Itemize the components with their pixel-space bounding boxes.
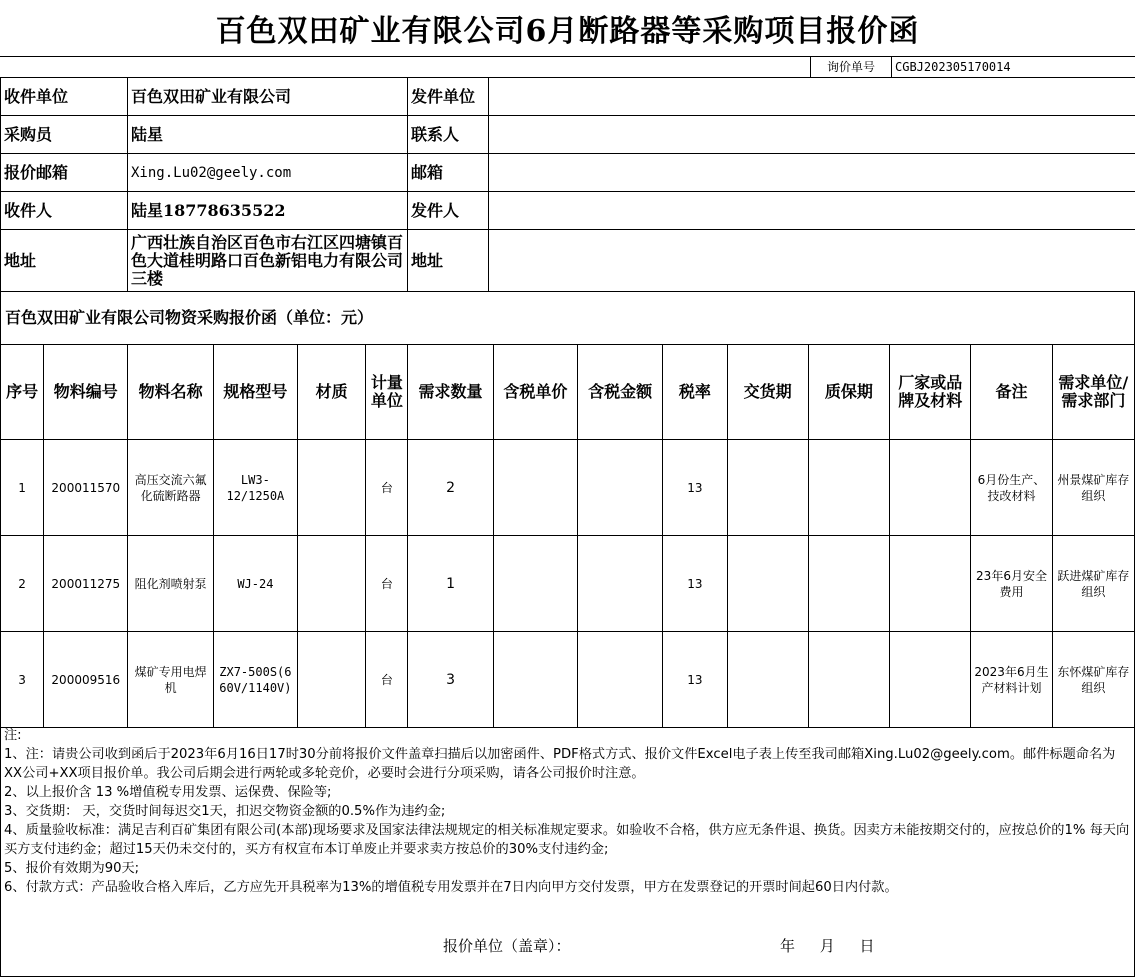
header-cell: 税率 [663, 345, 727, 440]
inquiry-row [0, 57, 1135, 77]
row-qty: 2 [408, 440, 493, 536]
row-code: 200011570 [44, 440, 128, 536]
row-qty: 1 [408, 536, 493, 632]
row-name: 高压交流六氟化硫断路器 [128, 440, 213, 536]
row-amount[interactable] [578, 632, 663, 728]
mail-label: 邮箱 [408, 154, 489, 192]
sender-unit-label: 发件单位 [408, 78, 489, 116]
row-delivery[interactable] [727, 440, 808, 536]
address-value: 广西壮族自治区百色市右江区四塘镇百色大道桂明路口百色新铝电力有限公司三楼 [128, 230, 408, 292]
row-brand[interactable] [890, 440, 971, 536]
row-brand[interactable] [890, 632, 971, 728]
items-table [0, 344, 1135, 728]
row-price[interactable] [493, 440, 577, 536]
row-amount[interactable] [578, 440, 663, 536]
address2-label: 地址 [408, 230, 489, 292]
sign-date: 年 月 日 [780, 937, 875, 955]
row-no: 1 [1, 440, 44, 536]
note-heading: 注: [4, 728, 22, 743]
quoting-unit-seal-label: 报价单位（盖章）： [443, 937, 571, 955]
row-no: 2 [1, 536, 44, 632]
sender-label: 发件人 [408, 192, 489, 230]
sender-unit-value [489, 78, 1135, 116]
buyer-label: 采购员 [1, 116, 128, 154]
address-label: 地址 [1, 230, 128, 292]
row-remark: 23年6月安全费用 [971, 536, 1052, 632]
table-row [1, 632, 1135, 728]
header-cell: 含税单价 [493, 345, 577, 440]
sender-value [489, 192, 1135, 230]
buyer-value: 陆星 [128, 116, 408, 154]
row-code: 200011275 [44, 536, 128, 632]
row-unit: 台 [366, 536, 408, 632]
row-price[interactable] [493, 536, 577, 632]
row-name: 煤矿专用电焊机 [128, 632, 213, 728]
row-dept: 跃进煤矿库存组织 [1052, 536, 1134, 632]
row-tax: 13 [663, 440, 727, 536]
row-delivery[interactable] [727, 632, 808, 728]
signature-line [0, 935, 1135, 955]
row-material [298, 632, 366, 728]
receiver-unit-value: 百色双田矿业有限公司 [128, 78, 408, 116]
row-qty: 3 [408, 632, 493, 728]
mail-value [489, 154, 1135, 192]
row-dept: 州景煤矿库存组织 [1052, 440, 1134, 536]
row-no: 3 [1, 632, 44, 728]
row-spec: WJ-24 [213, 536, 297, 632]
header-cell: 交货期 [727, 345, 808, 440]
recipient-label: 收件人 [1, 192, 128, 230]
header-cell: 需求数量 [408, 345, 493, 440]
header-cell: 质保期 [808, 345, 889, 440]
email-value: Xing.Lu02@geely.com [128, 154, 408, 192]
note-item: 5、报价有效期为90天; [4, 861, 140, 876]
note-item: 1、注：请贵公司收到函后于2023年6月16日17时30分前将报价文件盖章扫描后以加密函件、PDF格式方式、报价文件Excel电子表上传至我司邮箱Xing.Lu02@geely.com。邮件标题命名为XX公司+XX项目报价单。我公司后期会进行两轮或多轮竞价，必要时会进行分项采购，请各公司报价时注意。 [4, 747, 1116, 781]
header-cell: 厂家或品牌及材料 [890, 345, 971, 440]
note-item: 4、质量验收标准：满足吉利百矿集团有限公司(本部)现场要求及国家法律法规规定的相关标准规定要求。如验收不合格，供方应无条件退、换货。因卖方未能按期交付的，应按总价的1% 每天向买方支付违约金；超过15天仍未交付的，买方有权宣布本订单废止并要求卖方按总价的30%支付违约金; [4, 823, 1130, 857]
table-row [1, 440, 1135, 536]
inquiry-label: 询价单号 [810, 57, 891, 77]
row-brand[interactable] [890, 536, 971, 632]
row-remark: 2023年6月生产材料计划 [971, 632, 1052, 728]
row-amount[interactable] [578, 536, 663, 632]
table-subtitle: 百色双田矿业有限公司物资采购报价函（单位：元） [0, 292, 1135, 344]
row-tax: 13 [663, 536, 727, 632]
header-cell: 物料编号 [44, 345, 128, 440]
row-unit: 台 [366, 632, 408, 728]
header-cell: 含税金额 [578, 345, 663, 440]
row-warranty[interactable] [808, 440, 889, 536]
email-label: 报价邮箱 [1, 154, 128, 192]
address2-value [489, 230, 1135, 292]
header-cell: 物料名称 [128, 345, 213, 440]
row-warranty[interactable] [808, 536, 889, 632]
row-warranty[interactable] [808, 632, 889, 728]
row-material [298, 440, 366, 536]
contact-label: 联系人 [408, 116, 489, 154]
document-title: 百色双田矿业有限公司6月断路器等采购项目报价函 [0, 0, 1135, 57]
table-row [1, 536, 1135, 632]
contact-value [489, 116, 1135, 154]
receiver-unit-label: 收件单位 [1, 78, 128, 116]
row-dept: 东怀煤矿库存组织 [1052, 632, 1134, 728]
note-item: 3、交货期： 天，交货时间每迟交1天，扣迟交物资金额的0.5%作为违约金; [4, 804, 446, 819]
info-table [0, 77, 1135, 292]
header-cell: 需求单位/需求部门 [1052, 345, 1134, 440]
inquiry-number: CGBJ202305170014 [891, 57, 1135, 77]
row-delivery[interactable] [727, 536, 808, 632]
header-cell: 材质 [298, 345, 366, 440]
note-item: 6、付款方式：产品验收合格入库后，乙方应先开具税率为13%的增值税专用发票并在7日内向甲方交付发票，甲方在发票登记的开票时间起60日内付款。 [4, 880, 898, 895]
row-price[interactable] [493, 632, 577, 728]
row-remark: 6月份生产、技改材料 [971, 440, 1052, 536]
table-header-row [1, 345, 1135, 440]
row-unit: 台 [366, 440, 408, 536]
header-cell: 序号 [1, 345, 44, 440]
header-cell: 计量单位 [366, 345, 408, 440]
row-spec: LW3-12/1250A [213, 440, 297, 536]
row-code: 200009516 [44, 632, 128, 728]
header-cell: 备注 [971, 345, 1052, 440]
row-material [298, 536, 366, 632]
header-cell: 规格型号 [213, 345, 297, 440]
note-item: 2、以上报价含 13 %增值税专用发票、运保费、保险等; [4, 785, 332, 800]
recipient-value: 陆星18778635522 [128, 192, 408, 230]
row-name: 阻化剂喷射泵 [128, 536, 213, 632]
row-tax: 13 [663, 632, 727, 728]
row-spec: ZX7-500S(660V/1140V) [213, 632, 297, 728]
